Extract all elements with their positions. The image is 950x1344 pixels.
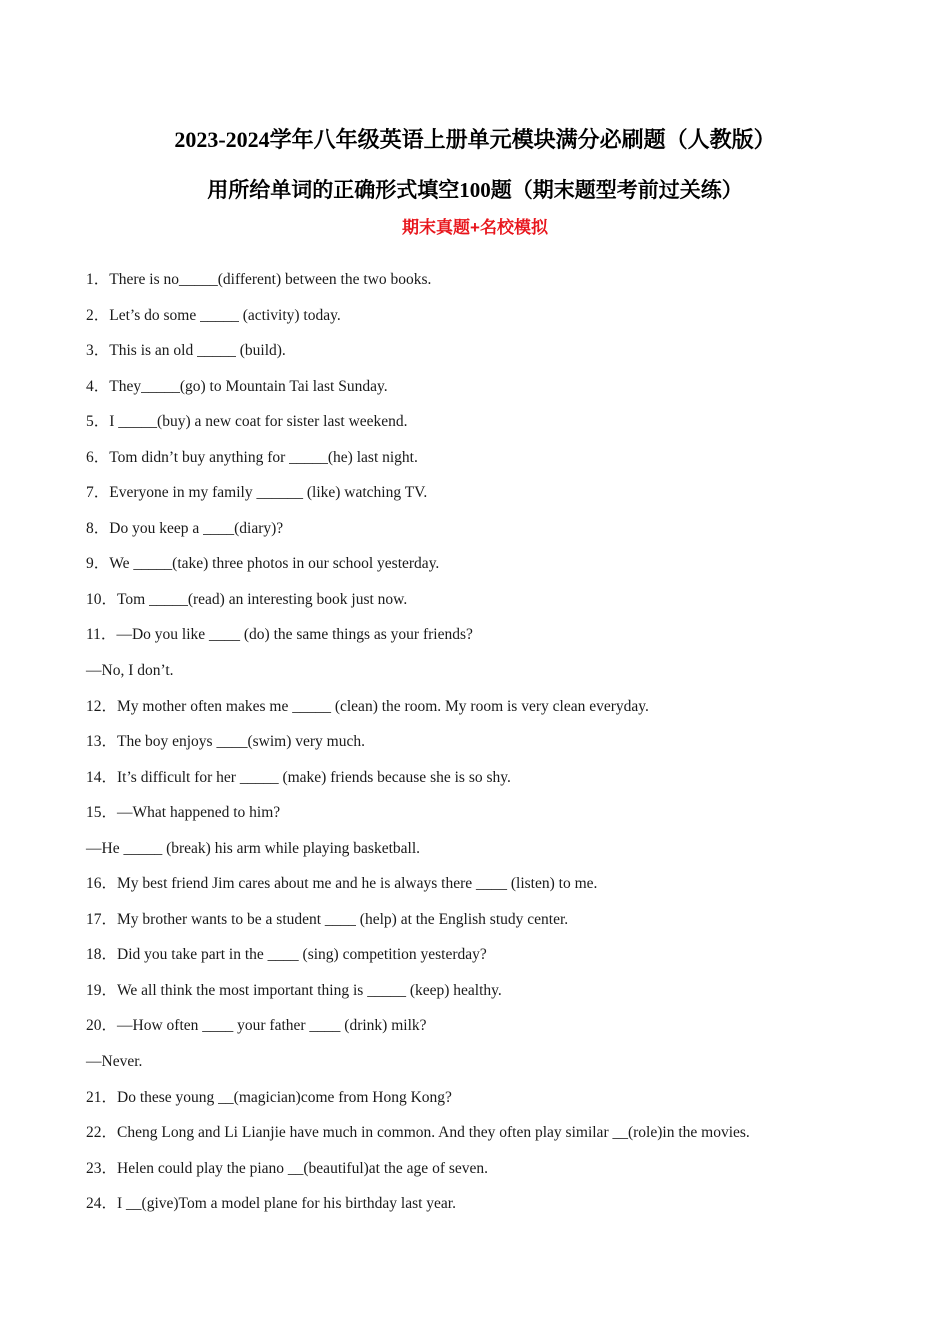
question-text: Helen could play the piano __(beautiful)at the age of seven. (117, 1159, 489, 1177)
question-number: 5． (86, 413, 110, 431)
question-number: 10． (86, 590, 118, 608)
question-item (86, 369, 916, 405)
question-item (86, 795, 916, 831)
question-item (86, 298, 916, 334)
question-text: This is an old _____ (build). (109, 342, 286, 360)
question-number: 12． (86, 697, 118, 715)
question-text: Everyone in my family ______ (like) watching TV. (109, 484, 428, 502)
question-item (86, 760, 916, 796)
question-text: It’s difficult for her _____ (make) friends because she is so shy. (117, 768, 511, 786)
question-item (86, 546, 916, 582)
document-title: 2023-2024学年八年级英语上册单元模块满分必刷题（人教版） (174, 127, 776, 152)
question-text: Do you keep a ____(diary)? (109, 519, 284, 537)
question-item (86, 1186, 916, 1222)
question-number: 13． (86, 733, 118, 751)
question-answer-line (86, 1044, 916, 1080)
question-number: 6． (86, 448, 110, 466)
question-number: 8． (86, 519, 110, 537)
question-text: —Never. (86, 1053, 143, 1071)
question-text: Did you take part in the ____ (sing) competition yesterday? (117, 946, 487, 964)
question-number: 20． (86, 1017, 118, 1035)
question-number: 19． (86, 981, 118, 999)
question-text: We _____(take) three photos in our school yesterday. (109, 555, 440, 573)
question-text: I _____(buy) a new coat for sister last weekend. (109, 413, 408, 431)
question-text: The boy enjoys ____(swim) very much. (117, 733, 365, 751)
question-item (86, 973, 916, 1009)
exam-source-tag: 期末真题+名校模拟 (402, 218, 548, 237)
question-text: My best friend Jim cares about me and he is always there ____ (listen) to me. (117, 875, 598, 893)
question-text: My brother wants to be a student ____ (help) at the English study center. (117, 910, 569, 928)
question-item (86, 333, 916, 369)
question-number: 9． (86, 555, 110, 573)
question-text: —How often ____ your father ____ (drink) milk? (117, 1017, 427, 1035)
question-answer-line (86, 831, 916, 867)
question-text: Do these young __(magician)come from Hong Kong? (117, 1088, 452, 1106)
question-item (86, 511, 916, 547)
question-number: 15． (86, 804, 118, 822)
question-item (86, 724, 916, 760)
question-item (86, 404, 916, 440)
document-subtitle: 用所给单词的正确形式填空100题（期末题型考前过关练） (207, 178, 743, 202)
question-text: —No, I don’t. (86, 662, 174, 680)
question-item (86, 937, 916, 973)
question-number: 1． (86, 271, 110, 288)
question-item (86, 1115, 916, 1151)
question-number: 4． (86, 377, 110, 395)
question-item (86, 1008, 916, 1044)
question-text: Cheng Long and Li Lianjie have much in common. And they often play similar __(role)in the movies. (117, 1124, 750, 1142)
question-item (86, 902, 916, 938)
question-text: Let’s do some _____ (activity) today. (109, 306, 341, 324)
question-text: —What happened to him? (117, 804, 281, 822)
question-text: —He _____ (break) his arm while playing basketball. (86, 839, 421, 857)
question-item (86, 582, 916, 618)
question-item (86, 1151, 916, 1187)
question-number: 24． (86, 1195, 118, 1213)
question-text: I __(give)Tom a model plane for his birthday last year. (117, 1195, 456, 1213)
question-text: We all think the most important thing is _____ (keep) healthy. (117, 981, 502, 999)
question-number: 11． (86, 626, 117, 644)
question-text: Tom didn’t buy anything for _____(he) last night. (109, 448, 418, 466)
question-number: 14． (86, 768, 118, 786)
question-text: —Do you like ____ (do) the same things as your friends? (116, 626, 473, 644)
question-item (86, 617, 916, 653)
question-item (86, 475, 916, 511)
question-list (86, 262, 916, 1222)
question-text: They_____(go) to Mountain Tai last Sunday. (109, 377, 388, 395)
question-number: 16． (86, 875, 118, 893)
question-number: 7． (86, 484, 110, 502)
question-text: There is no_____(different) between the two books. (109, 271, 432, 288)
question-answer-line (86, 653, 916, 689)
question-text: Tom _____(read) an interesting book just now. (117, 590, 408, 608)
question-item (86, 440, 916, 476)
question-number: 17． (86, 910, 118, 928)
question-item (86, 1080, 916, 1116)
question-number: 18． (86, 946, 118, 964)
question-number: 2． (86, 306, 110, 324)
question-number: 22． (86, 1124, 118, 1142)
question-number: 3． (86, 342, 110, 360)
question-item (86, 262, 916, 298)
question-number: 23． (86, 1159, 118, 1177)
question-text: My mother often makes me _____ (clean) the room. My room is very clean everyday. (117, 697, 649, 715)
question-number: 21． (86, 1088, 118, 1106)
question-item (86, 866, 916, 902)
question-item (86, 689, 916, 725)
